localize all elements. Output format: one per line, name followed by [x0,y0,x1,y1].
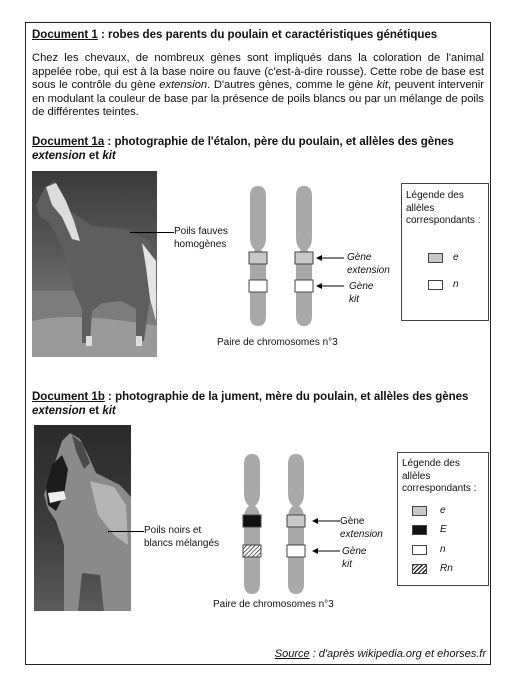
chromosome-caption-1a: Paire de chromosomes n°3 [217,337,338,348]
doc1a-title: Document 1a : photographie de l'étalon, père du poulain, et allèles des gènes extension et kit [32,136,454,162]
gene-kit-label-1b: Gène kit [342,546,367,570]
gene-arrows-1a [316,253,344,293]
legend-1b-swatch-Rn [412,564,427,574]
source-line: Source : d'après wikipedia.org et ehorses.fr [274,648,486,660]
gene-arrows-1b [312,516,340,556]
legend-1a-swatch-e [428,253,443,263]
allele-e-right [295,252,313,264]
allele-n-right-1b [287,545,305,557]
doc1-paragraph: Chez les chevaux, de nombreux gènes sont impliqués dans la coloration de l'animal appelée robe, qui est à la base noire ou fauve (c'est-à-dire rousse). Cette robe de base est sous le contrôle du gène extension. D'autres gènes, comme le gène kit, peuvent intervenir en modulant la couleur de base par la présence de poils blancs ou par un mélange de poils de différentes teintes. [32,52,484,119]
legend-1b-swatch-E [412,525,427,535]
legend-1b-swatch-e [412,506,427,516]
legend-1b [397,452,489,586]
legend-1b-label-E: E [440,524,447,535]
allele-e-right-1b [287,515,305,527]
legend-1a [401,183,489,321]
chromosome-caption-1b: Paire de chromosomes n°3 [213,599,334,610]
legend-1b-label-Rn: Rn [440,563,453,574]
legend-1b-label-e: e [440,505,446,516]
legend-1a-label-n: n [453,279,459,290]
stallion-photo-label: Poils fauves homogènes [174,226,228,250]
legend-1a-label-e: e [453,252,459,263]
allele-n-left [249,280,267,292]
legend-1b-label-n: n [440,544,446,555]
doc1b-title: Document 1b : photographie de la jument, mère du poulain, et allèles des gènes extension et kit [32,391,469,417]
allele-n-right [295,280,313,292]
mare-pointer-line [108,531,144,532]
legend-1b-swatch-n [412,545,427,555]
allele-E-left [243,515,261,527]
mare-photo [34,425,131,611]
stallion-photo [32,171,157,357]
chromosome-pair-1a [246,186,316,326]
legend-1b-title: Légende des allèles correspondants : [402,458,477,494]
legend-1a-swatch-n [428,280,443,290]
allele-Rn-left [243,545,261,557]
gene-extension-label-1b: Gène extension [340,516,383,540]
stallion-pointer-line [130,232,174,233]
chromosome-pair-1b [240,454,312,594]
doc1-title: Document 1 : robes des parents du poulain et caractéristiques génétiques [32,29,438,41]
gene-extension-label-1a: Gène extension [347,252,390,276]
allele-e-left [249,252,267,264]
gene-kit-label-1a: Gène kit [349,281,374,305]
legend-1a-title: Légende des allèles correspondants : [406,190,481,226]
mare-photo-label: Poils noirs et blancs mélangés [144,525,220,549]
